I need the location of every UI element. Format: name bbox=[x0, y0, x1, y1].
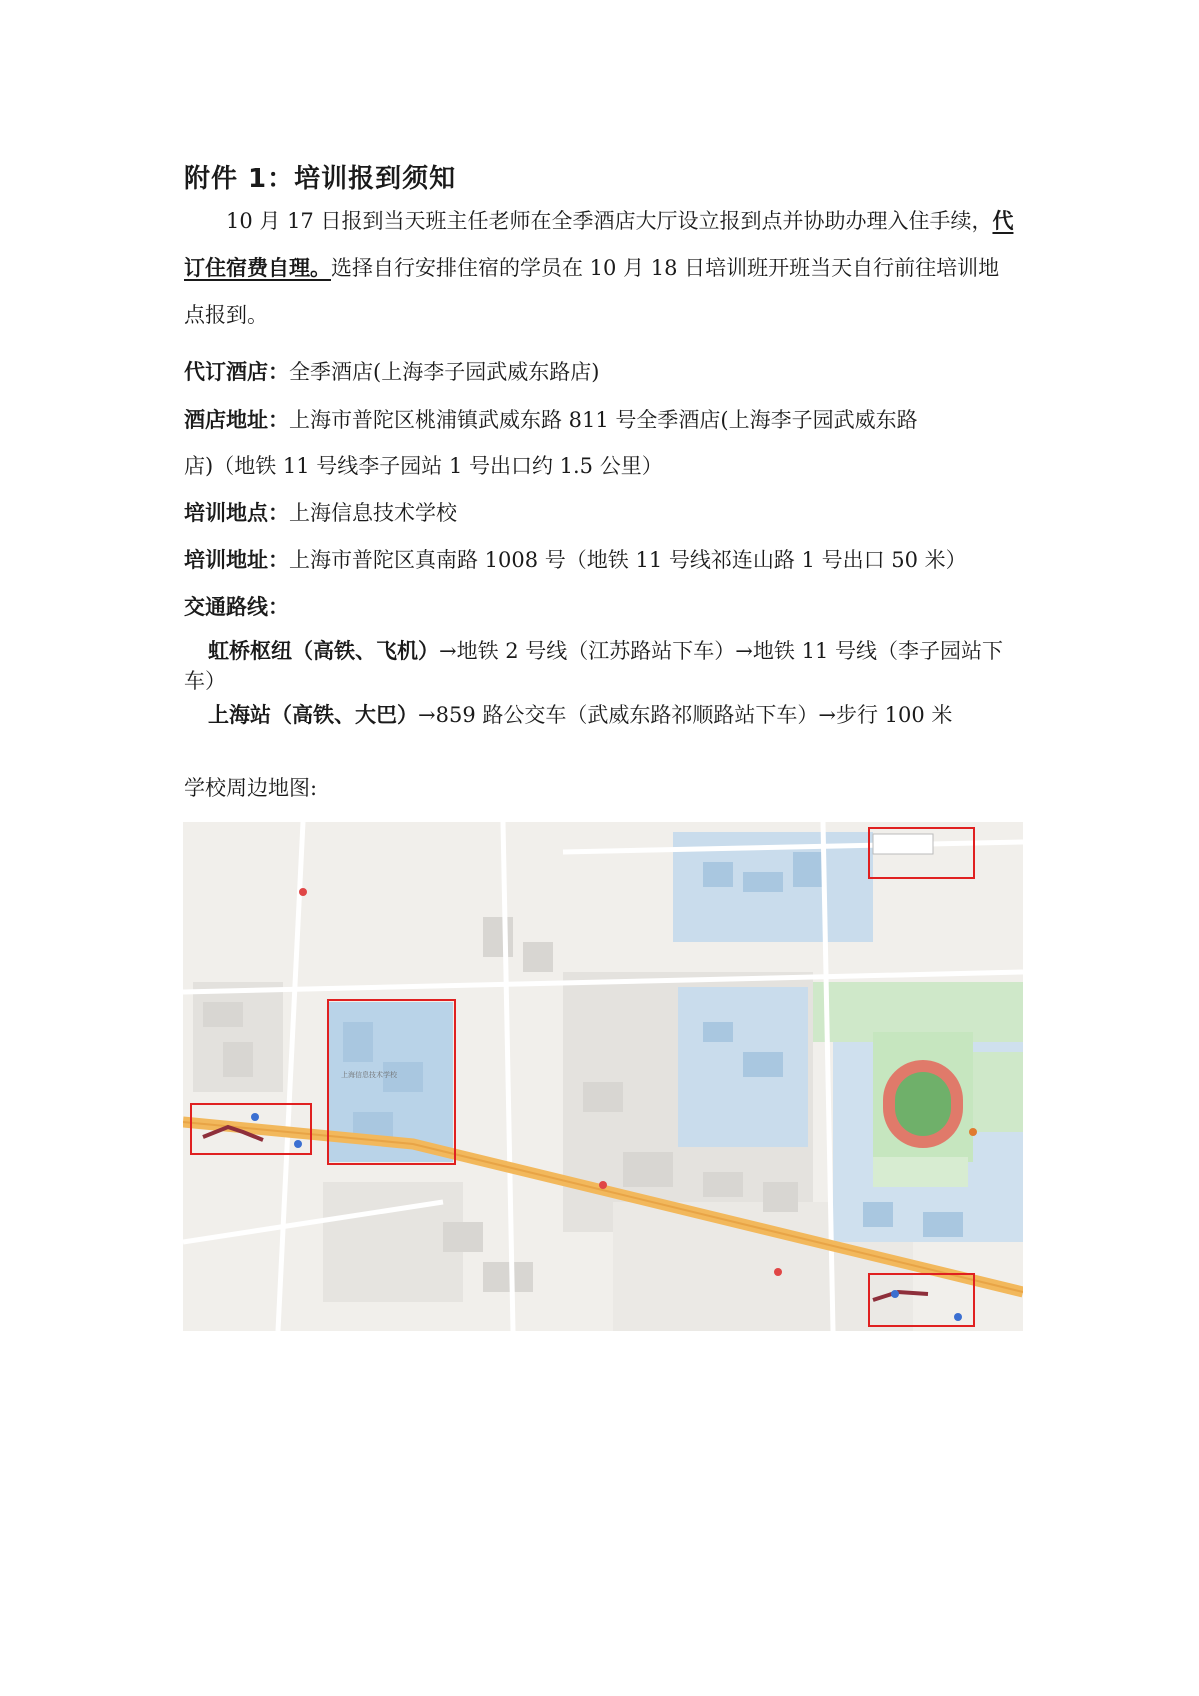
traffic-heading bbox=[184, 591, 1014, 621]
route-name: 上海站（高铁、大巴） bbox=[208, 703, 418, 727]
hotel-label: 代订酒店： bbox=[184, 360, 289, 384]
intro-text-1: 10 月 17 日报到当天班主任老师在全季酒店大厅设立报到点并协助办理入住手续， bbox=[226, 209, 993, 233]
hotel-address-line2: 店)（地铁 11 号线李子园站 1 号出口约 1.5 公里） bbox=[184, 454, 663, 478]
route-item bbox=[184, 700, 1014, 730]
training-site-row bbox=[184, 497, 1014, 527]
route-item bbox=[184, 636, 1014, 696]
traffic-label: 交通路线： bbox=[184, 595, 289, 619]
page-title: 附件 1：培训报到须知 bbox=[184, 164, 457, 194]
route-desc: →地铁 2 号线（江苏路站下车）→地铁 11 号线（李子园站下车） bbox=[184, 639, 1003, 693]
training-address-row bbox=[184, 544, 1014, 574]
hotel-value: 全季酒店(上海李子园武威东路店) bbox=[289, 360, 600, 384]
training-address-value: 上海市普陀区真南路 1008 号（地铁 11 号线祁连山路 1 号出口 50 米） bbox=[289, 548, 967, 572]
school-area-map bbox=[183, 822, 1023, 1331]
hotel-address-label: 酒店地址： bbox=[184, 408, 289, 432]
training-site-value: 上海信息技术学校 bbox=[289, 501, 457, 525]
hotel-row bbox=[184, 356, 1014, 386]
intro-text-2: 选择自行安排住宿的学员在 10 月 18 日培训班开班当天自行前往培训地点报到。 bbox=[184, 256, 1000, 327]
hotel-address-row bbox=[184, 404, 1014, 434]
training-site-label: 培训地点： bbox=[184, 501, 289, 525]
map-school-label: 上海信息技术学校 bbox=[341, 1071, 397, 1079]
intro-paragraph bbox=[184, 198, 1014, 339]
training-address-label: 培训地址： bbox=[184, 548, 289, 572]
map-caption: 学校周边地图: bbox=[184, 776, 318, 800]
hotel-address-line1: 上海市普陀区桃浦镇武威东路 811 号全季酒店(上海李子园武威东路 bbox=[289, 408, 918, 432]
route-name: 虹桥枢纽（高铁、飞机） bbox=[208, 639, 439, 663]
intro-emphasis: 代订住宿费自理。 bbox=[184, 209, 1014, 280]
route-desc: →859 路公交车（武威东路祁顺路站下车）→步行 100 米 bbox=[418, 703, 953, 727]
